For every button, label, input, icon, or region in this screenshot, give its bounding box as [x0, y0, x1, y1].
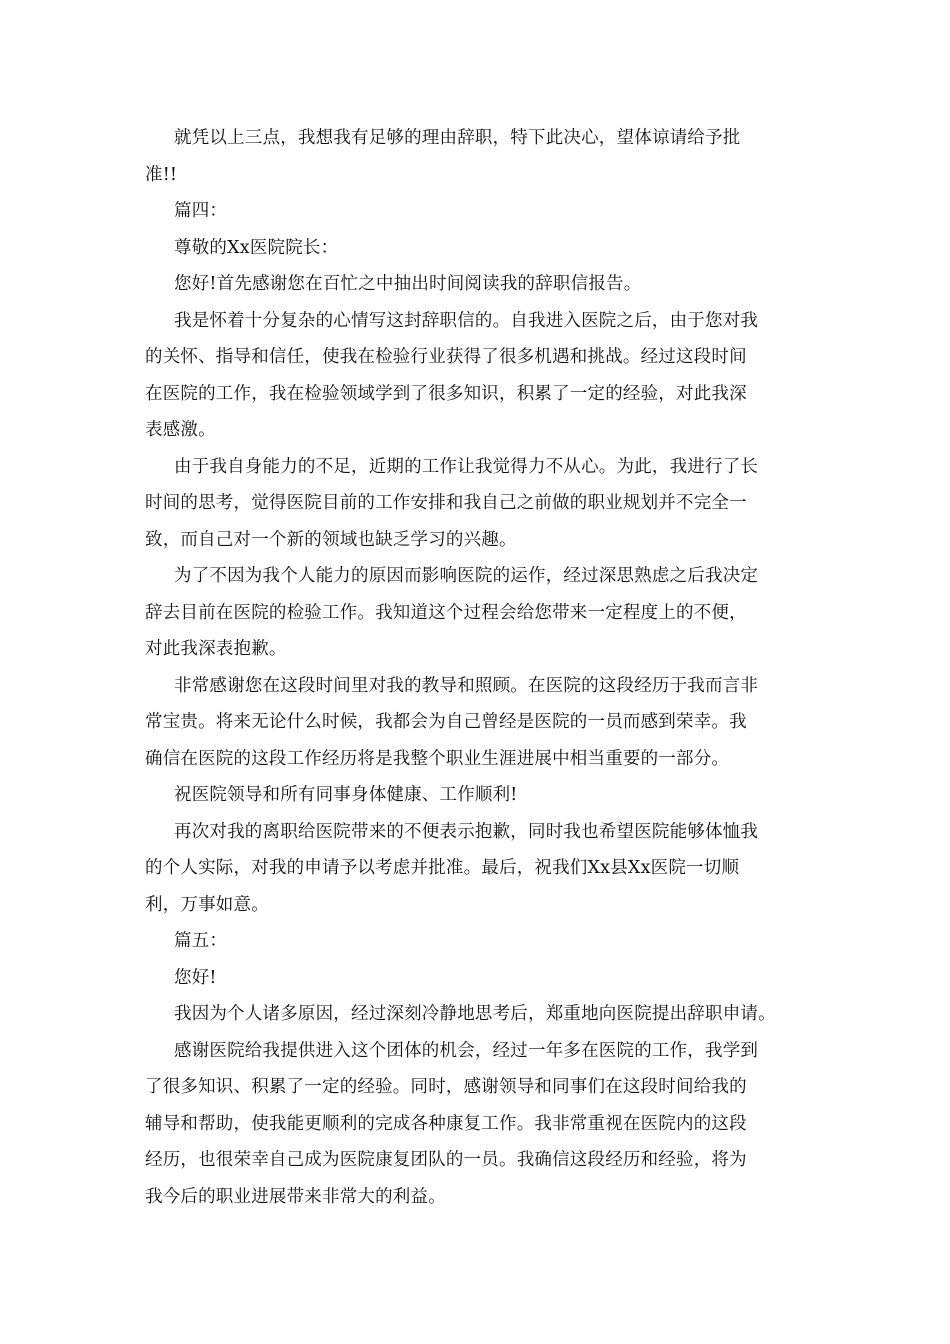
paragraph	[145, 266, 825, 303]
text-line: 辞去目前在医院的检验工作。我知道这个过程会给您带来一定程度上的不便，	[145, 602, 747, 623]
paragraph	[145, 996, 825, 1033]
text-line: 就凭以上三点，我想我有足够的理由辞职，特下此决心，望体谅请给予批	[174, 128, 741, 148]
paragraph	[145, 193, 825, 230]
paragraph	[145, 960, 825, 997]
text-line: 非常感谢您在这段时间里对我的教导和照顾。在医院的这段经历于我而言非	[174, 675, 759, 696]
text-line: 的个人实际，对我的申请予以考虑并批准。最后，祝我们Xx县Xx医院一切顺	[145, 858, 740, 878]
text-line: 再次对我的离职给医院带来的不便表示抱歉，同时我也希望医院能够体恤我	[174, 821, 759, 842]
paragraph	[145, 230, 825, 267]
text-line: 了很多知识、积累了一定的经验。同时，感谢领导和同事们在这段时间给我的	[145, 1077, 747, 1097]
text-line: 表感激。	[145, 420, 216, 440]
text-line: 利，万事如意。	[145, 894, 269, 915]
paragraph	[145, 668, 825, 778]
text-line: 我是怀着十分复杂的心情写这封辞职信的。自我进入医院之后，由于您对我	[174, 310, 759, 331]
text-line: 辅导和帮助，使我能更顺利的完成各种康复工作。我非常重视在医院内的这段	[145, 1113, 747, 1134]
paragraph	[145, 449, 825, 559]
text-line: 确信在医院的这段工作经历将是我整个职业生涯进展中相当重要的一部分。	[145, 748, 730, 769]
paragraph	[145, 1033, 825, 1216]
text-line: 的关怀、指导和信任，使我在检验行业获得了很多机遇和挑战。经过这段时间	[145, 347, 747, 367]
text-line: 感谢医院给我提供进入这个团体的机会，经过一年多在医院的工作，我学到	[174, 1040, 759, 1061]
text-line: 我因为个人诸多原因，经过深刻冷静地思考后，郑重地向医院提出辞职申请。	[174, 1004, 776, 1024]
text-line: 篇四：	[174, 201, 228, 221]
text-line: 对此我深表抱歉。	[145, 639, 287, 659]
document-body	[145, 120, 825, 1215]
paragraph	[145, 303, 825, 449]
text-line: 尊敬的Xx医院院长：	[174, 237, 339, 258]
text-line: 常宝贵。将来无论什么时候，我都会为自己曾经是医院的一员而感到荣幸。我	[145, 712, 747, 732]
text-line: 在医院的工作，我在检验领域学到了很多知识，积累了一定的经验，对此我深	[145, 383, 747, 404]
text-line: 为了不因为我个人能力的原因而影响医院的运作，经过深思熟虑之后我决定	[174, 566, 759, 586]
text-line: 经历，也很荣幸自己成为医院康复团队的一员。我确信这段经历和经验，将为	[145, 1150, 747, 1170]
text-line: 篇五：	[174, 931, 228, 951]
text-line: 我今后的职业进展带来非常大的利益。	[145, 1186, 446, 1207]
text-line: 您好!首先感谢您在百忙之中抽出时间阅读我的辞职信报告。	[174, 274, 642, 294]
paragraph	[145, 777, 825, 814]
text-line: 您好!	[174, 967, 217, 988]
text-line: 致，而自己对一个新的领域也缺乏学习的兴趣。	[145, 529, 517, 550]
paragraph	[145, 558, 825, 668]
paragraph	[145, 814, 825, 924]
text-line: 由于我自身能力的不足，近期的工作让我觉得力不从心。为此，我进行了长	[174, 456, 759, 477]
paragraph	[145, 923, 825, 960]
text-line: 准!!	[145, 164, 178, 185]
paragraph	[145, 120, 825, 193]
text-line: 祝医院领导和所有同事身体健康、工作顺利!	[174, 785, 518, 805]
text-line: 时间的思考，觉得医院目前的工作安排和我自己之前做的职业规划并不完全一	[145, 493, 747, 513]
